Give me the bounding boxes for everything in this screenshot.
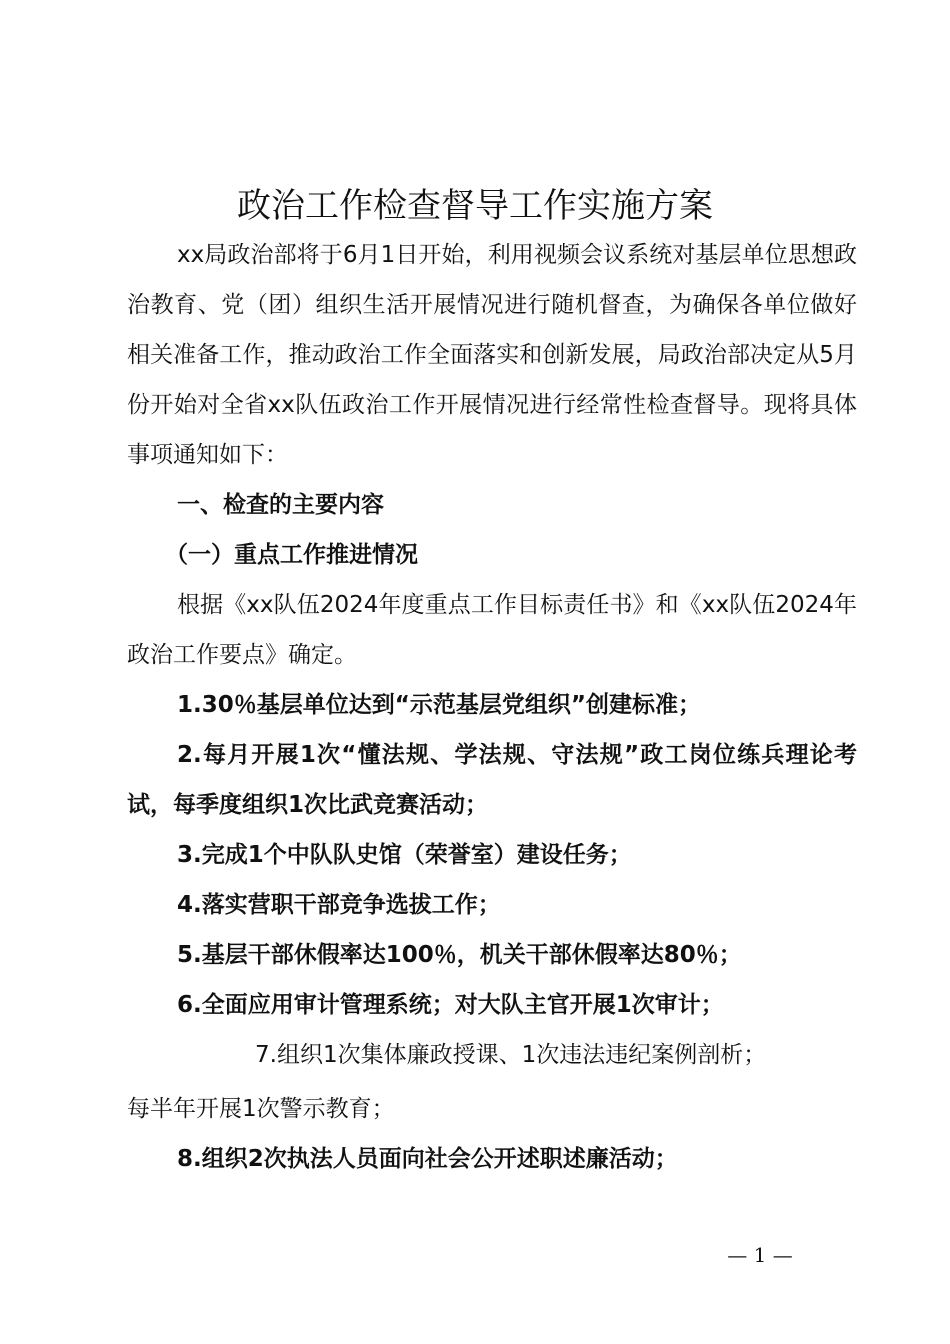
section-heading: 一、检查的主要内容 <box>177 492 384 518</box>
list-item-7-line-1: 7.组织1次集体廉政授课、1次违法违纪案例剖析； <box>255 1042 767 1068</box>
basis-paragraph: 根据《xx队伍2024年度重点工作目标责任书》和《xx队伍2024年政治工作要点》确定。 <box>127 592 857 668</box>
list-item-5: 5.基层干部休假率达100％，机关干部休假率达80％； <box>177 942 742 968</box>
list-item-1: 1.30％基层单位达到“示范基层党组织”创建标准； <box>177 692 701 718</box>
list-item-7-line-2: 每半年开展1次警示教育； <box>127 1096 395 1122</box>
list-item-8: 8.组织2次执法人员面向社会公开述职述廉活动； <box>177 1146 678 1172</box>
document-body <box>127 230 857 1184</box>
intro-paragraph: xx局政治部将于6月1日开始，利用视频会议系统对基层单位思想政治教育、党（团）组织生活开展情况进行随机督查，为确保各单位做好相关准备工作，推动政治工作全面落实和创新发展，局政治部决定从5月份开始对全省xx队伍政治工作开展情况进行经常性检查督导。现将具体事项通知如下： <box>127 242 857 468</box>
subsection-heading: （一）重点工作推进情况 <box>165 542 418 568</box>
list-item-3: 3.完成1个中队队史馆（荣誉室）建设任务； <box>177 842 632 868</box>
page-number: — 1 — <box>727 1243 793 1267</box>
list-item-6: 6.全面应用审计管理系统；对大队主官开展1次审计； <box>177 992 724 1018</box>
document-title: 政治工作检查督导工作实施方案 <box>237 186 713 226</box>
list-item-4: 4.落实营职干部竞争选拔工作； <box>177 892 501 918</box>
list-item-2: 2.每月开展1次“懂法规、学法规、守法规”政工岗位练兵理论考试，每季度组织1次比武竞赛活动； <box>127 742 857 818</box>
